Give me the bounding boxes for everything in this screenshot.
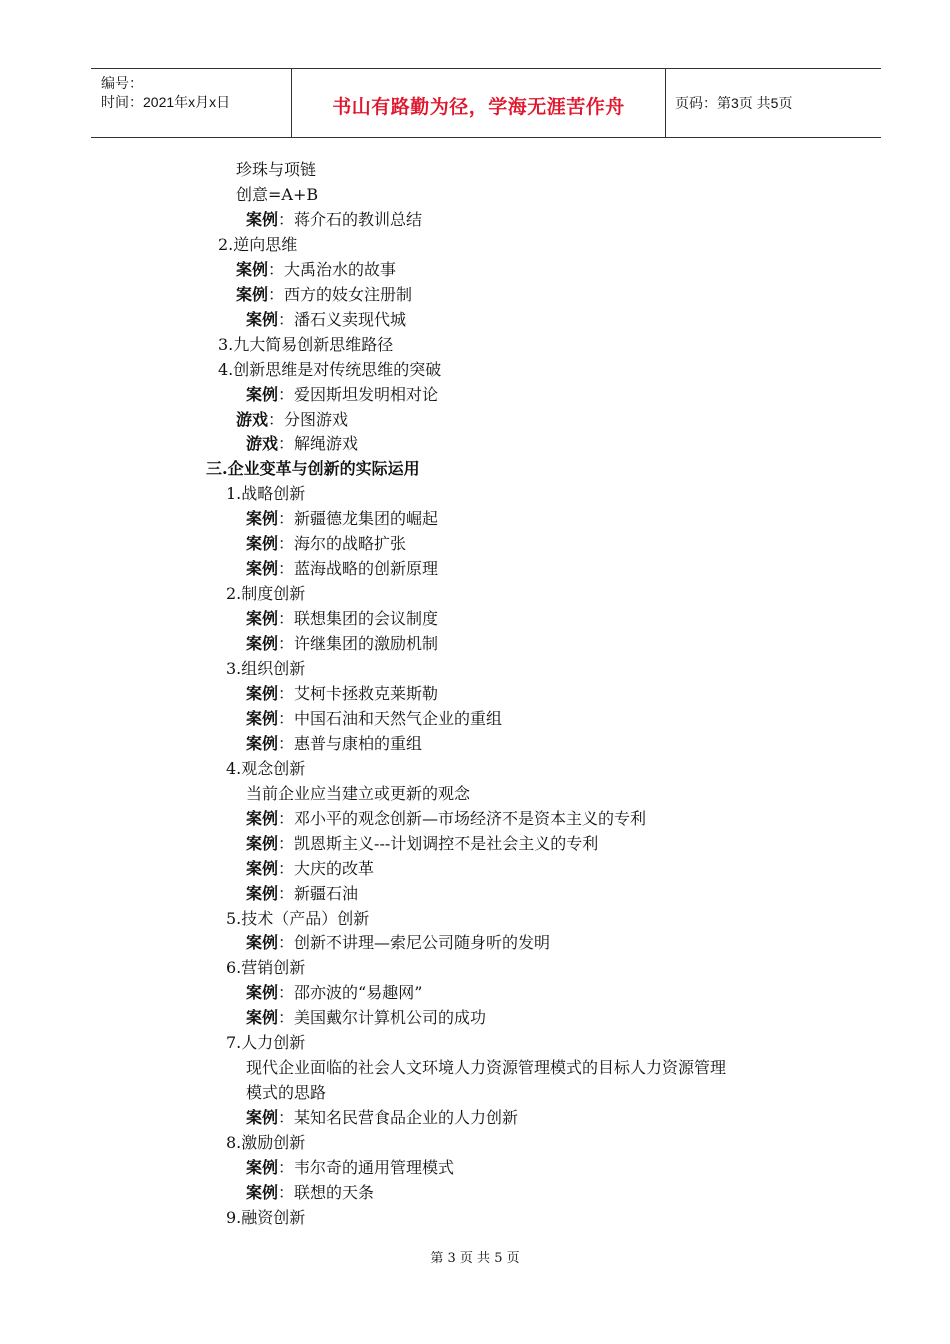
case-text: 联想的天条 (294, 1182, 375, 1202)
case-colon: ： (278, 833, 295, 853)
case-line (246, 609, 438, 629)
case-text: 创新不讲理—索尼公司随身听的发明 (294, 933, 551, 953)
body-line: 4.创新思维是对传统思维的突破 (218, 359, 442, 379)
case-label: 游戏 (236, 409, 269, 429)
case-label: 案例 (236, 284, 269, 304)
case-text: 爱因斯坦发明相对论 (294, 384, 439, 404)
case-colon: ： (278, 434, 295, 454)
case-text: 新疆石油 (294, 883, 359, 903)
case-line (246, 1108, 518, 1128)
case-text: 美国戴尔计算机公司的成功 (294, 1008, 487, 1028)
case-colon: ： (278, 883, 295, 903)
case-text: 邵亦波的“易趣网” (294, 983, 423, 1003)
case-line (246, 310, 406, 330)
case-text: 海尔的战略扩张 (294, 534, 407, 554)
case-label: 案例 (246, 1158, 279, 1177)
case-line (246, 884, 358, 904)
header-time: 时间：2021年x月x日 (101, 94, 231, 110)
case-line (246, 1183, 374, 1203)
case-colon: ： (278, 1158, 295, 1177)
case-text: 邓小平的观念创新—市场经济不是资本主义的专利 (294, 808, 647, 828)
case-colon: ： (278, 683, 295, 703)
case-line (246, 385, 438, 405)
case-label: 案例 (246, 309, 279, 329)
case-colon: ： (278, 1108, 295, 1128)
case-text: 许继集团的激励机制 (294, 634, 439, 654)
body-line: 3.九大简易创新思维路径 (218, 334, 394, 354)
case-colon: ： (278, 209, 295, 229)
case-text: 某知名民营食品企业的人力创新 (294, 1108, 519, 1128)
case-line (246, 709, 502, 729)
case-label: 案例 (246, 384, 279, 404)
case-label: 案例 (246, 509, 279, 529)
case-line (246, 559, 438, 579)
case-colon: ： (278, 534, 295, 554)
body-line: 现代企业面临的社会人文环境人力资源管理模式的目标人力资源管理 (246, 1058, 727, 1078)
case-line (246, 210, 422, 230)
case-colon: ： (278, 509, 295, 529)
case-text: 大庆的改革 (294, 858, 375, 878)
case-label: 案例 (246, 733, 279, 753)
case-label: 案例 (246, 858, 279, 878)
case-text: 分图游戏 (284, 409, 349, 429)
case-line (246, 684, 438, 704)
body-line: 2.制度创新 (226, 584, 306, 604)
case-line (246, 933, 550, 953)
case-text: 艾柯卡拯救克莱斯勒 (294, 683, 439, 703)
body-line: 8.激励创新 (226, 1133, 306, 1153)
page-header (91, 68, 881, 138)
body-line: 当前企业应当建立或更新的观念 (246, 783, 471, 803)
body-line: 珍珠与项链 (236, 160, 317, 179)
section-heading-text: 三.企业变革与创新的实际运用 (206, 459, 420, 479)
case-text: 潘石义卖现代城 (294, 309, 407, 329)
case-colon: ： (278, 933, 295, 953)
case-line (246, 509, 438, 529)
case-colon: ： (278, 1008, 295, 1028)
case-text: 中国石油和天然气企业的重组 (294, 708, 503, 728)
body-line: 创意=A+B (236, 184, 319, 204)
case-colon: ： (278, 634, 295, 654)
case-colon: ： (278, 858, 295, 878)
case-line (246, 859, 374, 879)
case-label: 案例 (246, 808, 279, 828)
case-label: 案例 (246, 708, 279, 728)
body-line: 5.技术（产品）创新 (226, 908, 370, 928)
header-page-cell (665, 69, 881, 137)
case-text: 蒋介石的教训总结 (294, 209, 423, 229)
case-colon: ： (278, 983, 295, 1003)
case-colon: ： (278, 384, 295, 404)
case-line (246, 634, 438, 654)
case-colon: ： (278, 309, 295, 329)
case-line (246, 1008, 486, 1028)
case-line (246, 534, 406, 554)
body-line: 1.战略创新 (226, 484, 306, 504)
case-text: 解绳游戏 (294, 434, 359, 454)
case-colon: ： (268, 409, 285, 429)
case-colon: ： (278, 559, 295, 579)
body-line: 2.逆向思维 (218, 234, 298, 254)
case-label: 游戏 (246, 434, 279, 454)
header-motto: 书山有路勤为径，学海无涯苦作舟 (332, 97, 625, 118)
body-line: 7.人力创新 (226, 1033, 306, 1053)
case-colon: ： (278, 733, 295, 753)
case-colon: ： (278, 1182, 295, 1202)
case-text: 韦尔奇的通用管理模式 (294, 1158, 455, 1177)
case-line (236, 260, 396, 280)
case-label: 案例 (246, 209, 279, 229)
body-line: 4.观念创新 (226, 758, 306, 778)
case-colon: ： (278, 708, 295, 728)
case-colon: ： (278, 808, 295, 828)
case-label: 案例 (246, 634, 279, 654)
case-label: 案例 (246, 1182, 279, 1202)
case-label: 案例 (246, 559, 279, 579)
header-page-number: 页码：第3页 共5页 (675, 95, 793, 111)
case-colon: ： (268, 284, 285, 304)
case-line (236, 410, 348, 430)
case-line (246, 809, 646, 829)
case-label: 案例 (246, 534, 279, 554)
case-label: 案例 (236, 259, 269, 279)
case-label: 案例 (246, 883, 279, 903)
case-colon: ： (278, 609, 295, 629)
case-text: 联想集团的会议制度 (294, 609, 439, 629)
body-line: 3.组织创新 (226, 659, 306, 678)
case-text: 大禹治水的故事 (284, 259, 397, 279)
page-footer: 第 3 页 共 5 页 (430, 1251, 520, 1266)
section-heading (206, 459, 420, 479)
case-label: 案例 (246, 609, 279, 629)
case-label: 案例 (246, 933, 279, 953)
case-line (246, 734, 422, 754)
case-text: 新疆德龙集团的崛起 (294, 509, 439, 529)
case-line (246, 434, 358, 454)
case-text: 凯恩斯主义---计划调控不是社会主义的专利 (294, 833, 599, 853)
case-line (246, 983, 422, 1003)
case-line (236, 285, 412, 305)
case-text: 西方的妓女注册制 (284, 284, 413, 304)
case-text: 惠普与康柏的重组 (294, 733, 423, 753)
body-line: 9.融资创新 (226, 1207, 306, 1227)
case-colon: ： (268, 259, 285, 279)
header-meta-cell (91, 69, 291, 137)
header-number: 编号： (101, 75, 143, 91)
body-line: 模式的思路 (246, 1083, 327, 1103)
case-label: 案例 (246, 683, 279, 703)
header-motto-cell (291, 69, 666, 137)
case-label: 案例 (246, 1108, 279, 1128)
case-label: 案例 (246, 833, 279, 853)
body-line: 6.营销创新 (226, 958, 306, 978)
case-label: 案例 (246, 983, 279, 1003)
case-text: 蓝海战略的创新原理 (294, 559, 439, 579)
case-line (246, 1158, 454, 1178)
case-label: 案例 (246, 1008, 279, 1028)
case-line (246, 834, 598, 854)
